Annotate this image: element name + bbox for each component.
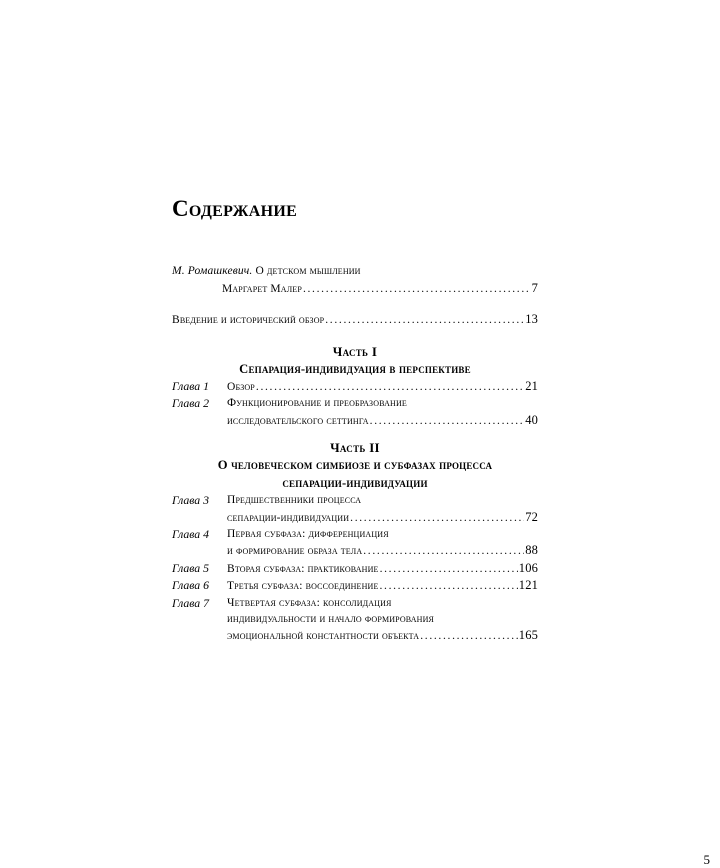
chapter-title-line: исследовательского сеттинга	[227, 414, 369, 427]
toc-row[interactable]	[227, 412, 538, 429]
chapter-label: Глава 5	[172, 560, 210, 575]
chapter-entry[interactable]	[172, 577, 538, 594]
chapter-label: Глава 1	[172, 379, 210, 394]
toc-row[interactable]	[227, 627, 538, 644]
chapter-entry[interactable]	[172, 395, 538, 429]
chapter-page: 106	[518, 560, 538, 575]
chapter-body	[227, 560, 538, 577]
chapter-title-line: Вторая субфаза: практикование	[227, 562, 379, 575]
chapter-body	[227, 378, 538, 395]
chapter-title-line: Третья субфаза: воссоединение	[227, 580, 379, 593]
table-of-contents	[172, 196, 710, 867]
toc-row-page: 13	[525, 312, 538, 327]
toc-row[interactable]	[227, 542, 538, 559]
toc-row-page: 7	[531, 280, 538, 295]
part-heading	[172, 439, 538, 492]
chapter-entry[interactable]	[172, 595, 538, 645]
dot-leader	[256, 379, 524, 395]
front-matter-author-line	[172, 263, 538, 279]
dot-leader	[363, 543, 524, 559]
chapter-label: Глава 3	[172, 493, 210, 508]
chapter-page: 88	[525, 543, 538, 558]
chapter-label: Глава 4	[172, 527, 210, 542]
toc-row[interactable]	[222, 280, 538, 297]
chapter-entry[interactable]	[172, 560, 538, 577]
dot-leader	[379, 578, 517, 594]
front-matter-title: О детском мышлении	[255, 265, 361, 278]
chapter-body	[227, 577, 538, 594]
part-name-line: О человеческом симбиозе и субфазах процесса	[217, 458, 493, 473]
toc-row[interactable]	[172, 311, 538, 328]
front-matter-entry[interactable]	[172, 263, 538, 297]
chapter-title-line: Первая субфаза: дифференциация	[227, 528, 389, 541]
dot-leader	[370, 413, 525, 429]
chapter-title-line: и формирование образа тела	[227, 545, 363, 558]
chapter-entry[interactable]	[172, 378, 538, 395]
chapter-title-line: эмоциональной константности объекта	[227, 630, 420, 643]
dot-leader	[325, 312, 524, 328]
chapter-label: Глава 6	[172, 578, 210, 593]
dot-leader	[350, 510, 524, 526]
chapter-page: 40	[525, 412, 538, 427]
toc-row[interactable]	[227, 577, 538, 594]
chapter-title-line: Функционирование и преобразование	[227, 397, 407, 410]
chapter-page: 72	[525, 509, 538, 524]
chapter-body	[227, 395, 538, 429]
front-matter-entry[interactable]	[172, 311, 538, 328]
chapter-title-line: сепарации-индивидуации	[227, 511, 350, 524]
chapter-entry[interactable]	[172, 492, 538, 526]
chapter-label: Глава 7	[172, 595, 210, 610]
page-title: Содержание	[172, 196, 298, 221]
dot-leader	[420, 628, 518, 644]
part-number: Часть I	[332, 343, 378, 359]
chapter-label: Глава 2	[172, 396, 210, 411]
dot-leader	[380, 561, 518, 577]
toc-row-label: Маргарет Малер	[222, 282, 302, 295]
chapter-title-line: Обзор	[227, 381, 255, 394]
toc-row[interactable]	[227, 378, 538, 395]
page-folio: 5	[703, 852, 710, 867]
toc-row[interactable]	[227, 560, 538, 577]
chapter-title-line: Четвертая субфаза: консолидация	[227, 596, 392, 609]
toc-row[interactable]	[227, 509, 538, 526]
chapter-body	[227, 595, 538, 645]
chapter-page: 165	[518, 628, 538, 643]
chapter-body	[227, 492, 538, 526]
part-name-line: Сепарация-индивидуация в перспективе	[239, 361, 471, 376]
front-matter-subline	[172, 280, 538, 297]
chapter-title-line: Предшественники процесса	[227, 494, 362, 507]
part-number: Часть II	[330, 440, 380, 456]
front-matter-author: М. Ромашкевич.	[172, 265, 253, 278]
chapter-title-line: индивидуальности и начало формирования	[227, 613, 435, 626]
toc-row-label: Введение и исторический обзор	[172, 314, 325, 327]
dot-leader	[303, 281, 531, 297]
part-name-line: сепарации-индивидуации	[282, 475, 428, 490]
part-heading	[172, 343, 538, 379]
chapter-page: 21	[525, 379, 538, 394]
chapter-body	[227, 526, 538, 560]
chapter-page: 121	[518, 578, 538, 593]
chapter-entry[interactable]	[172, 526, 538, 560]
